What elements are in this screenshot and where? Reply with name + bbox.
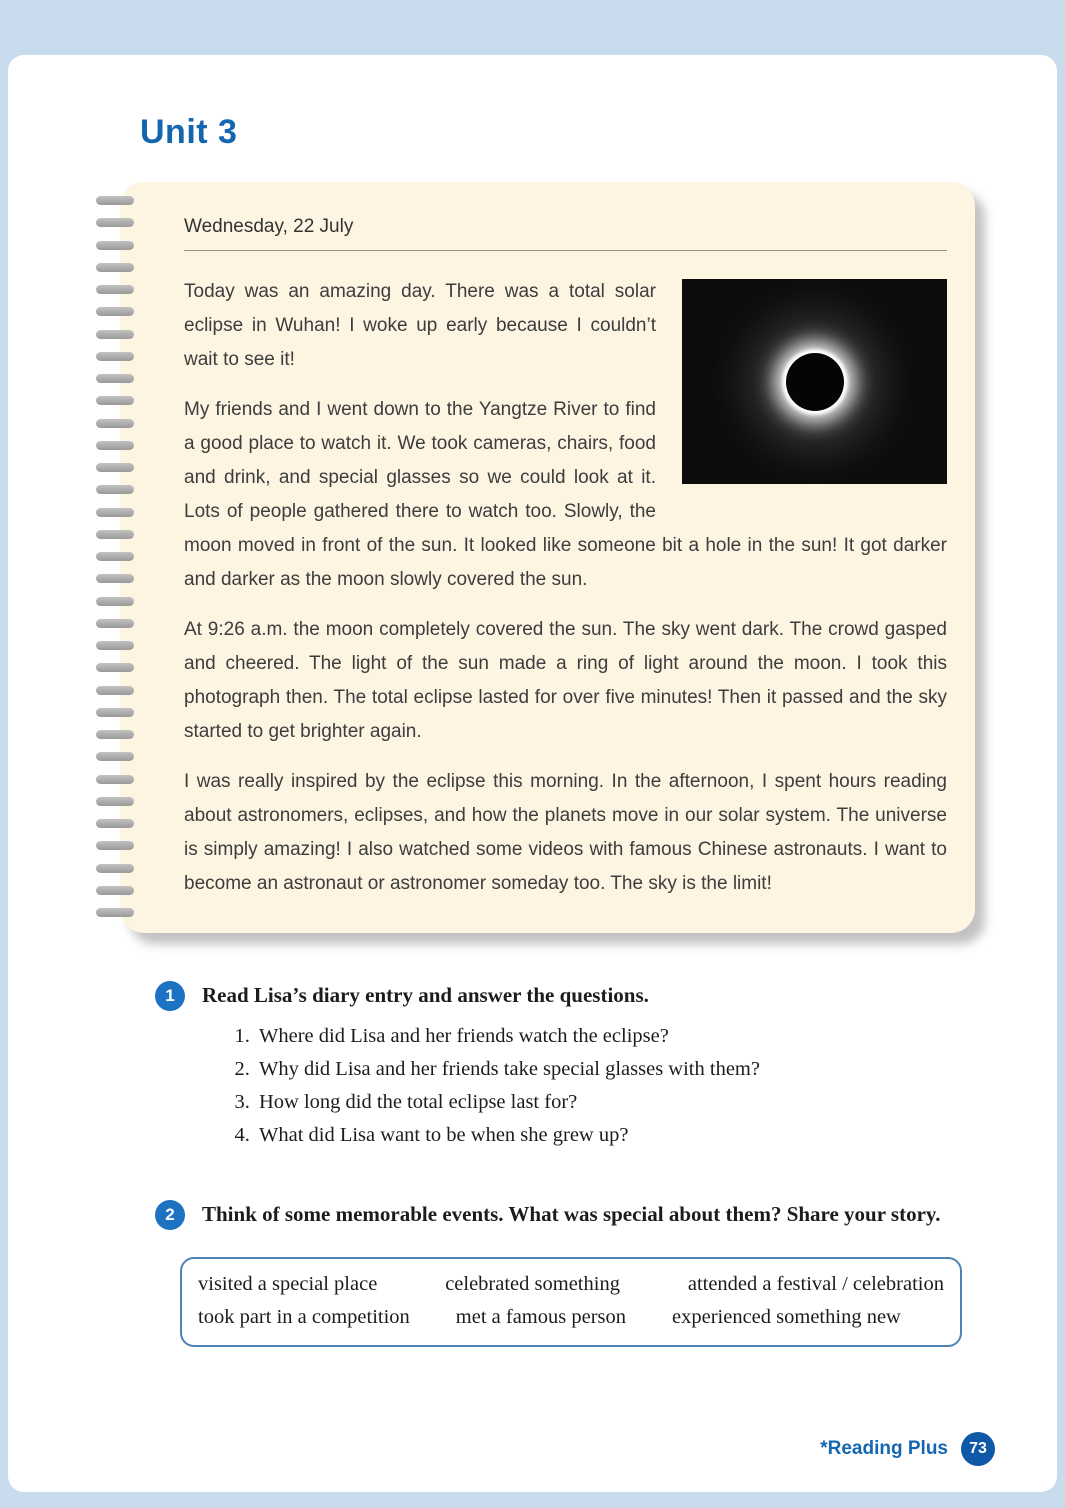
spine-hole (96, 752, 134, 761)
word-box-row (198, 1268, 944, 1301)
eclipse-photo (682, 279, 947, 484)
spine-hole (96, 218, 134, 227)
spine-hole (96, 285, 134, 294)
word-box-phrase: visited a special place (198, 1273, 378, 1295)
page-number-badge: 73 (961, 1432, 995, 1466)
word-box-phrase: met a famous person (455, 1306, 627, 1328)
spine-hole (96, 463, 134, 472)
diary-date: Wednesday, 22 July (184, 216, 947, 251)
spine-hole (96, 819, 134, 828)
diary-paragraph: At 9:26 a.m. the moon completely covered the sun. The sky went dark. The crowd gasped and cheered. The light of the sun made a ring of light around the moon. I took this photograph then. The total eclipse lasted for over five minutes! Then it passed and the sky started to get brighter again. (184, 619, 947, 742)
exercise-2 (155, 1198, 985, 1231)
textbook-page (8, 55, 1057, 1492)
spine-hole (96, 686, 134, 695)
word-box-phrase: took part in a competition (198, 1306, 410, 1328)
exercise-1-header (155, 979, 985, 1012)
spine-hole (96, 597, 134, 606)
spine-hole (96, 574, 134, 583)
page-footer (820, 1432, 995, 1466)
exercise-1-number-badge: 1 (155, 981, 185, 1011)
word-box-phrase: experienced something new (672, 1306, 901, 1328)
spine-hole (96, 396, 134, 405)
question-item: 4. What did Lisa want to be when she grew up? (255, 1119, 985, 1152)
spiral-binding (96, 196, 134, 917)
exercise-1-question-list (255, 1020, 985, 1152)
word-box (180, 1257, 962, 1347)
reading-plus-label: *Reading Plus (820, 1438, 948, 1459)
spine-hole (96, 797, 134, 806)
spine-hole (96, 330, 134, 339)
spine-hole (96, 241, 134, 250)
spine-hole (96, 508, 134, 517)
spine-hole (96, 352, 134, 361)
spine-hole (96, 641, 134, 650)
diary-paragraph: I was really inspired by the eclipse this morning. In the afternoon, I spent hours reading about astronomers, eclipses, and how the planets move in our solar system. The universe is simply amazing! I also watched some videos with famous Chinese astronauts. I want to become an astronaut or astronomer someday too. The sky is the limit! (184, 771, 947, 894)
question-item: 2. Why did Lisa and her friends take special glasses with them? (255, 1053, 985, 1086)
diary-body (184, 275, 947, 901)
spine-hole (96, 864, 134, 873)
spine-hole (96, 441, 134, 450)
spine-hole (96, 263, 134, 272)
spine-hole (96, 663, 134, 672)
spine-hole (96, 908, 134, 917)
exercise-2-prompt: Think of some memorable events. What was special about them? Share your story. (202, 1202, 941, 1226)
eclipse-moon-disc (786, 353, 844, 411)
word-box-row (198, 1301, 944, 1334)
unit-title: Unit 3 (140, 113, 238, 151)
exercise-1-prompt: Read Lisa’s diary entry and answer the questions. (202, 983, 649, 1007)
spine-hole (96, 775, 134, 784)
word-box-phrase: celebrated something (445, 1273, 620, 1295)
spine-hole (96, 419, 134, 428)
spine-hole (96, 530, 134, 539)
exercise-1 (155, 979, 985, 1152)
exercise-2-header (155, 1198, 985, 1231)
spine-hole (96, 708, 134, 717)
spine-hole (96, 886, 134, 895)
diary-card (120, 182, 975, 933)
diary-paragraph: Today was an amazing day. There was a total solar eclipse in Wuhan! I woke up early because I couldn’t wait to see it! (184, 281, 656, 370)
spine-hole (96, 307, 134, 316)
exercise-2-number-badge: 2 (155, 1200, 185, 1230)
spine-hole (96, 730, 134, 739)
spine-hole (96, 485, 134, 494)
spine-hole (96, 552, 134, 561)
word-box-phrase: attended a festival / celebration (687, 1273, 944, 1295)
question-item: 1. Where did Lisa and her friends watch the eclipse? (255, 1020, 985, 1053)
spine-hole (96, 619, 134, 628)
question-item: 3. How long did the total eclipse last for? (255, 1086, 985, 1119)
spine-hole (96, 841, 134, 850)
spine-hole (96, 374, 134, 383)
spine-hole (96, 196, 134, 205)
diary-paragraph: My friends and I went down to the Yangtze River to find a good place to watch it. We took cameras, chairs, food and drink, and special glasses so we could look at it. Lots of people gathered there to watch too. Slowly, the moon moved in front of the sun. It looked like someone bit a hole in the sun! It got darker and darker as the moon slowly covered the sun. (184, 399, 947, 590)
